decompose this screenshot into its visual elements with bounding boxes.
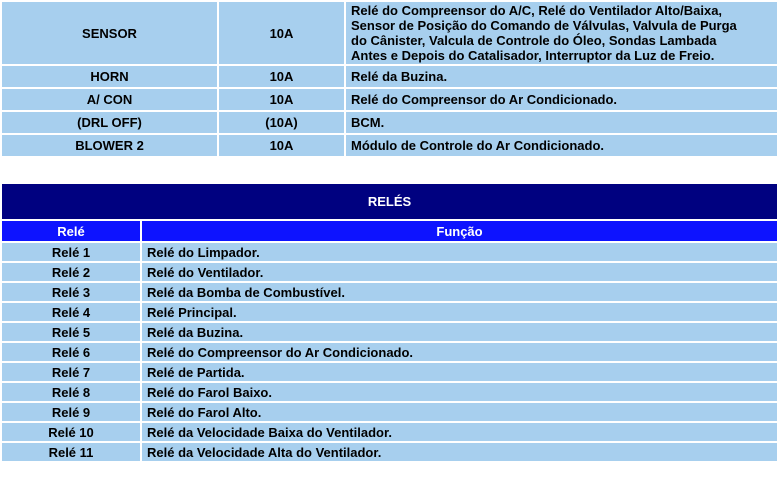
- column-header-function: Função: [142, 221, 777, 241]
- relay-id: Relé 6: [2, 343, 140, 361]
- relay-function: Relé do Limpador.: [142, 243, 777, 261]
- description-line: do Cânister, Valcula de Controle do Óleo, Sondas Lambada: [351, 33, 717, 48]
- table-row: [2, 443, 777, 461]
- relay-function: Relé do Compreensor do Ar Condicionado.: [142, 343, 777, 361]
- relay-id: Relé 11: [2, 443, 140, 461]
- table-title: RELÉS: [2, 184, 777, 219]
- fuse-description: Relé da Buzina.: [346, 66, 777, 87]
- fuse-amperage: 10A: [219, 89, 344, 110]
- relay-id: Relé 9: [2, 403, 140, 421]
- description-line: Antes e Depois do Catalisador, Interruptor da Luz de Freio.: [351, 48, 715, 63]
- fuse-amperage: 10A: [219, 135, 344, 156]
- fuse-description: [346, 2, 777, 64]
- table-row: [2, 303, 777, 321]
- relay-table: [0, 182, 779, 463]
- table-row: [2, 423, 777, 441]
- table-row: [2, 89, 777, 110]
- fuse-description: Módulo de Controle do Ar Condicionado.: [346, 135, 777, 156]
- fuse-name: HORN: [2, 66, 217, 87]
- table-row: [2, 403, 777, 421]
- relay-function: Relé do Farol Baixo.: [142, 383, 777, 401]
- table-header-row: [2, 221, 777, 241]
- relay-function: Relé da Velocidade Baixa do Ventilador.: [142, 423, 777, 441]
- relay-function: Relé do Farol Alto.: [142, 403, 777, 421]
- table-title-row: [2, 184, 777, 219]
- relay-id: Relé 1: [2, 243, 140, 261]
- fuse-description: Relé do Compreensor do Ar Condicionado.: [346, 89, 777, 110]
- fuse-name: A/ CON: [2, 89, 217, 110]
- table-row: [2, 263, 777, 281]
- relay-id: Relé 10: [2, 423, 140, 441]
- table-row: [2, 66, 777, 87]
- description-line: Relé do Compreensor do A/C, Relé do Ventilador Alto/Baixa,: [351, 3, 723, 18]
- fuse-name: (DRL OFF): [2, 112, 217, 133]
- relay-function: Relé da Bomba de Combustível.: [142, 283, 777, 301]
- fuse-name: SENSOR: [2, 2, 217, 64]
- table-row: [2, 243, 777, 261]
- table-row: [2, 363, 777, 381]
- table-row: [2, 112, 777, 133]
- relay-id: Relé 2: [2, 263, 140, 281]
- table-row: [2, 2, 777, 64]
- relay-id: Relé 7: [2, 363, 140, 381]
- fuse-amperage: 10A: [219, 66, 344, 87]
- table-row: [2, 135, 777, 156]
- fuse-table: [0, 0, 779, 158]
- relay-function: Relé de Partida.: [142, 363, 777, 381]
- table-row: [2, 343, 777, 361]
- relay-id: Relé 5: [2, 323, 140, 341]
- description-line: Sensor de Posição do Comando de Válvulas, Valvula de Purga: [351, 18, 737, 33]
- fuse-name: BLOWER 2: [2, 135, 217, 156]
- table-row: [2, 383, 777, 401]
- table-row: [2, 323, 777, 341]
- relay-function: Relé do Ventilador.: [142, 263, 777, 281]
- relay-id: Relé 3: [2, 283, 140, 301]
- relay-function: Relé da Buzina.: [142, 323, 777, 341]
- fuse-amperage: 10A: [219, 2, 344, 64]
- fuse-amperage: (10A): [219, 112, 344, 133]
- relay-id: Relé 4: [2, 303, 140, 321]
- relay-id: Relé 8: [2, 383, 140, 401]
- fuse-description: BCM.: [346, 112, 777, 133]
- relay-function: Relé Principal.: [142, 303, 777, 321]
- relay-function: Relé da Velocidade Alta do Ventilador.: [142, 443, 777, 461]
- table-row: [2, 283, 777, 301]
- column-header-relay: Relé: [2, 221, 140, 241]
